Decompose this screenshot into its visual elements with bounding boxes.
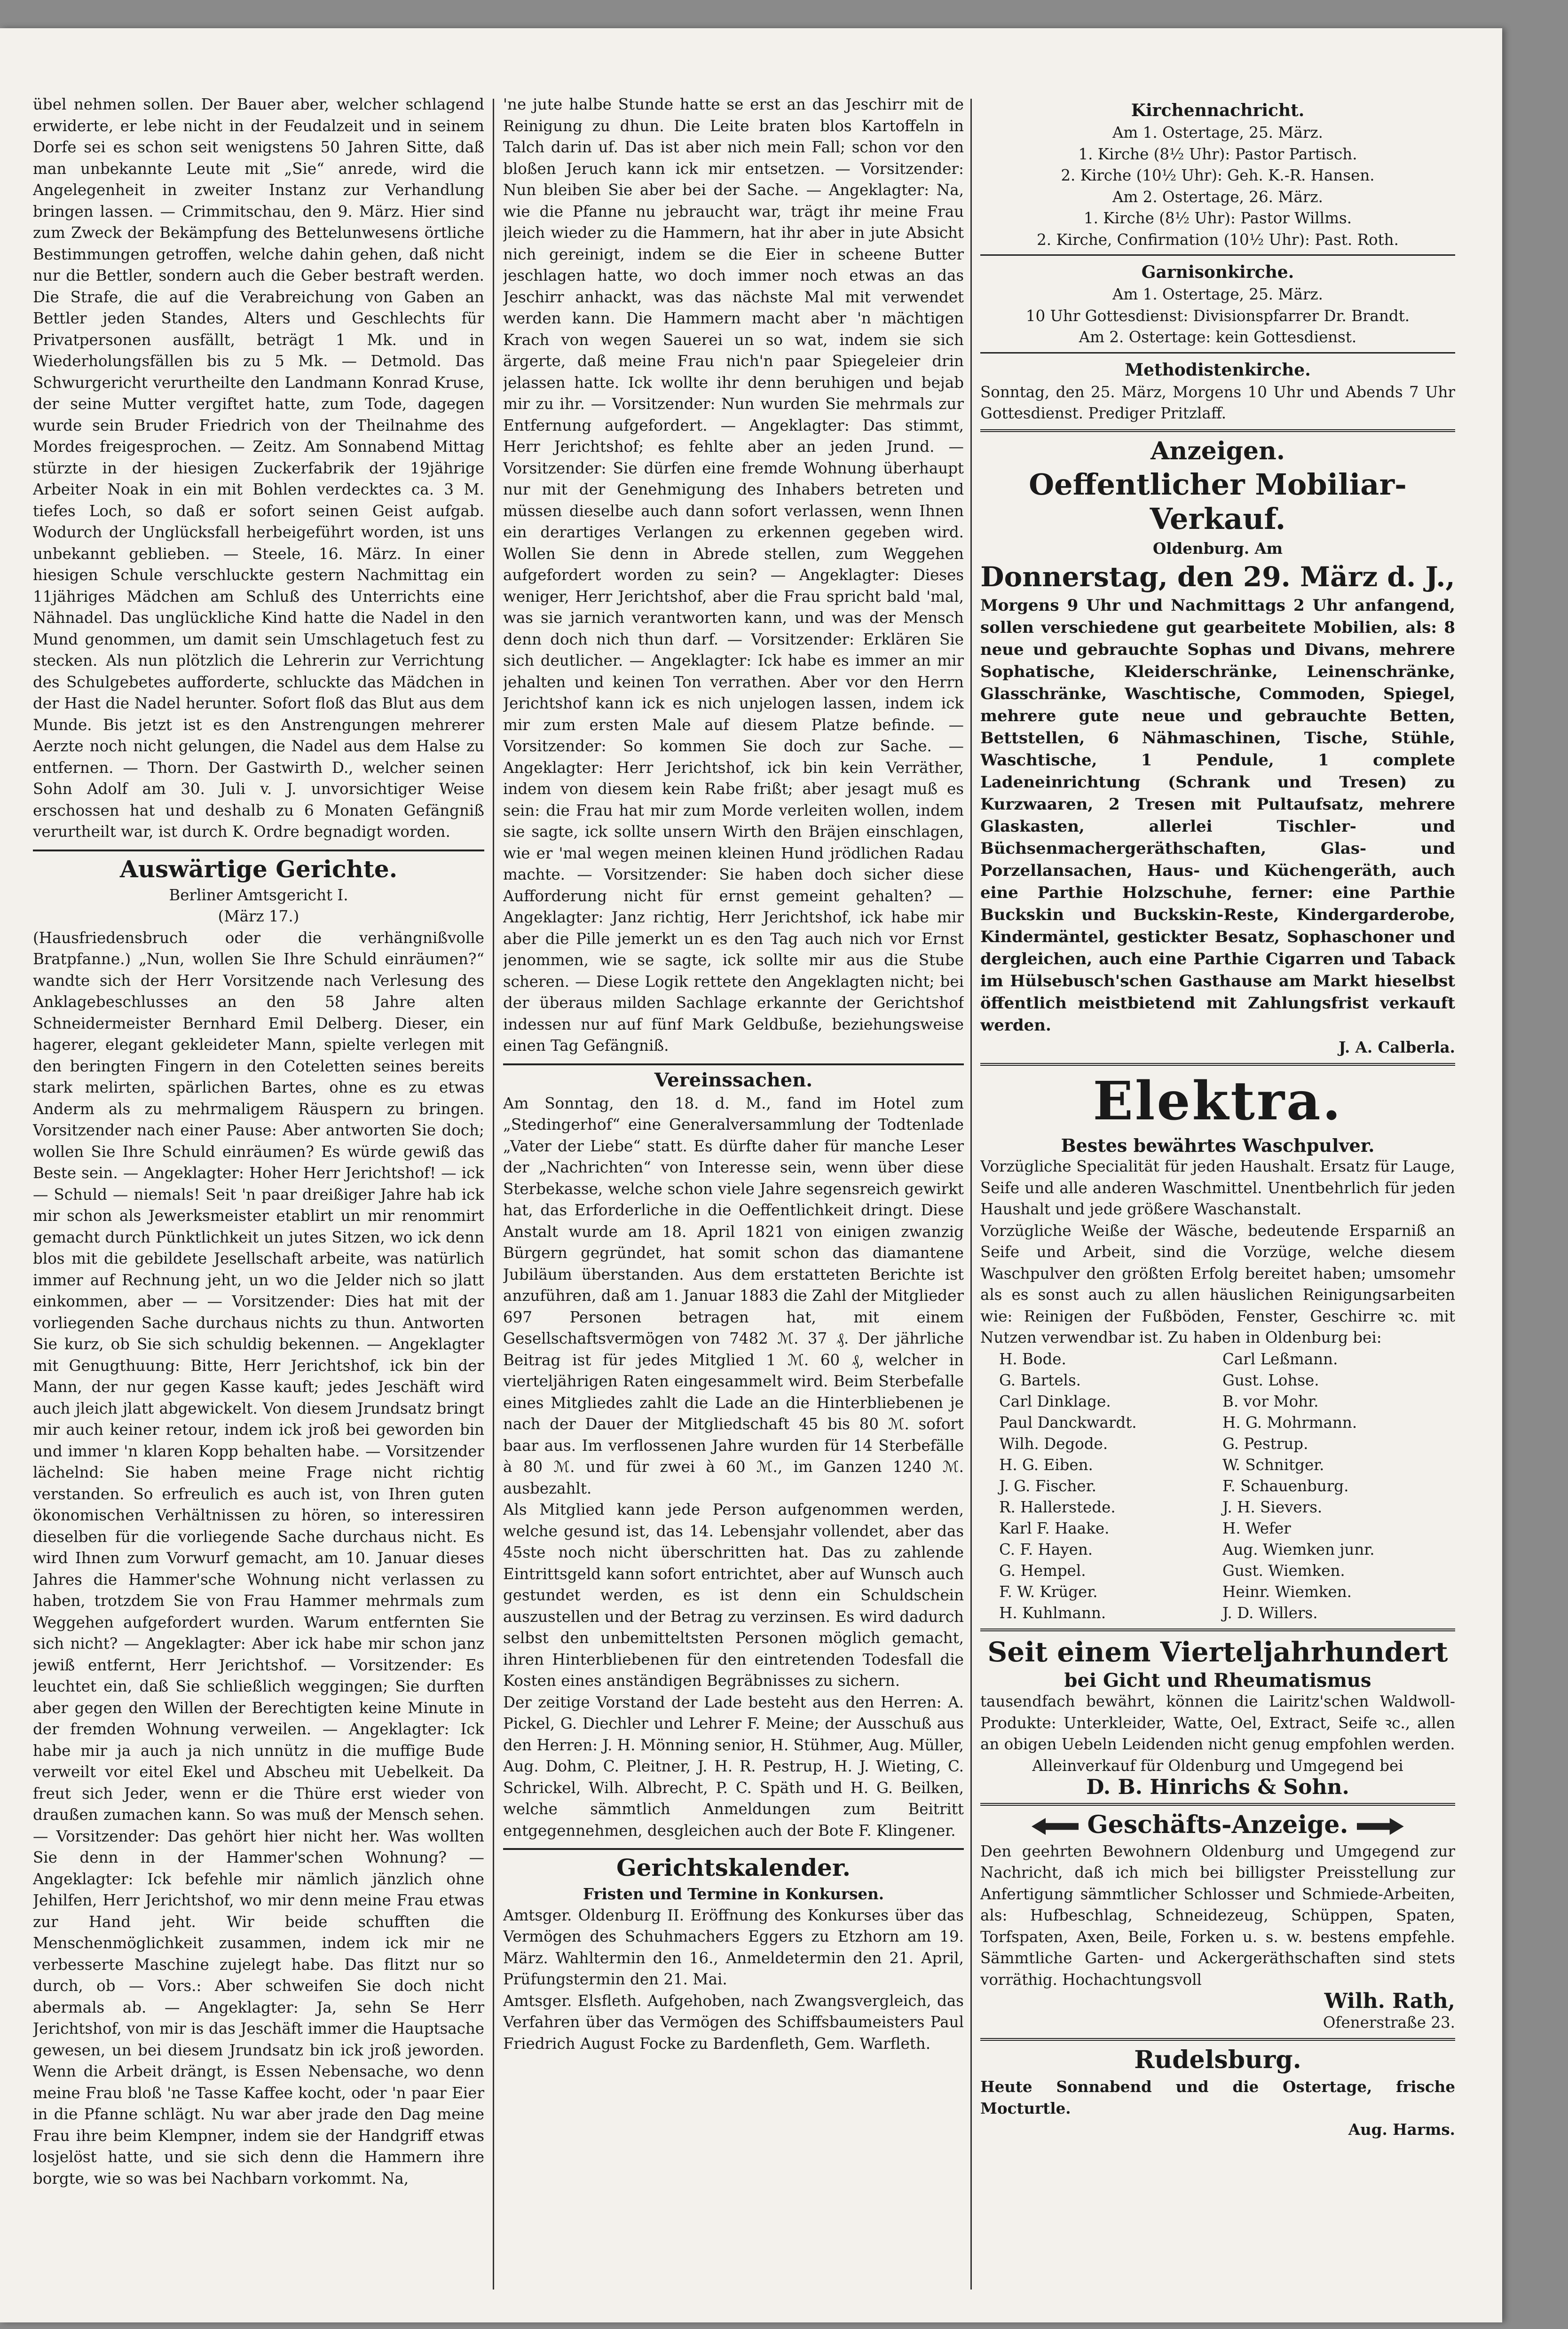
dealer-name: Aug. Wiemken junr.	[1222, 1540, 1375, 1558]
ad-body: Morgens 9 Uhr und Nachmittags 2 Uhr anfangend, sollen verschiedene gut gearbeitete Mobilien, als: 8 neue und gebrauchte Sophas und Divans, mehrere Sophatische, Kleiderschränke, Leinenschränke, Glasschränke, Waschtische, Commoden, Spiegel, mehrere gute neue und gebrauchte Betten, Bettstellen, 6 Nähmaschinen, Tische, Stühle, Waschtische, 1 Pendule, 1 complete Ladeneinrichtung (Schrank und Tresen) zu Kurzwaaren, 2 Tresen mit Pultaufsatz, mehrere Glaskasten, allerlei Tischler- und Büchsenmachergeräthschaften, Glas- und Porzellansachen, Haus- und Küchengeräth, auch eine Parthie Holzschuhe, ferner: eine Parthie Buckskin und Buckskin-Reste, Kindergarderobe, Kindermäntel, gestickter Besatz, Sophaschoner und dergleichen, auch eine Parthie Cigarren und Taback im Hülsebusch'schen Gasthause am Markt hieselbst öffentlich meistbietend mit Zahlungsfrist verkauft werden.	[980, 596, 1455, 1035]
church-heading: Garnisonkirche.	[1141, 262, 1294, 282]
column-2	[503, 94, 964, 2294]
ad-title: Geschäfts-Anzeige.	[1087, 1810, 1348, 1839]
dealer-name: J. D. Willers.	[1222, 1604, 1318, 1622]
court-report-text: (Hausfriedensbruch oder die verhängnißvolle Bratpfanne.) „Nun, wollen Sie Ihre Schuld einräumen?“ wandte sich der Herr Vorsitzende nach Verlesung des Anklagebeschlusses an den 58 Jahre alten Schneidermeister Bernhard Emil Delberg. Dieser, ein hagerer, elegant gekleideter Mann, spielte verlegen mit den beringten Fingern in den Coteletten seines bereits stark melirten, spärlichen Bartes, ohne es zu etwas Anderm als zu mehrmaligem Räuspern zu bringen. Vorsitzender nach einer Pause: Aber antworten Sie doch; wollen Sie Ihre Schuld einräumen? Es würde gewiß das Beste sein. — Angeklagter: Hoher Herr Jerichtshof! — ick — Schuld — niemals! Seit 'n paar dreißiger Jahre hab ick mir schon als Jewerksmeister etablirt un mir renommirt gemacht durch Pünktlichkeit un jutes Sitzen, wo ick denn blos mit die gebildete Jesellschaft arbeite, was natürlich immer auf Rechnung jeht, un wo die Jelder nich so jlatt einkommen, aber — — Vorsitzender: Dies hat mit der vorliegenden Sache durchaus nichts zu thun. Antworten Sie kurz, ob Sie sich schuldig bekennen. — Angeklagter mit Genugthuung: Bitte, Herr Jerichtshof, ick bin der Mann, der nur gegen Kasse kauft; jedes Jeschäft wird auch jleich jlatt abgewickelt. Von diesem Jrundsatz bringt mir auch keiner retour, indem ick jroß bei geworden bin und immer 'n klaren Kopp behalten habe. — Vorsitzender lächelnd: Sie haben meine Frage nicht richtig verstanden. So erfreulich es auch ist, von Ihren guten ökonomischen Verhältnissen zu hören, so interessiren dieselben für die vorliegende Sache durchaus nicht. Es wird Ihnen zum Vorwurf gemacht, am 10. Januar dieses Jahres die Hammer'sche Wohnung nicht verlassen zu haben, trotzdem Sie von Frau Hammer mehrmals zum Weggehen aufgefordert wurden. Warum entfernten Sie sich nicht? — Angeklagter: Aber ick habe mir schon janz jewiß entfernt, Herr Jerichtshof. — Vorsitzender: Es leuchtet ein, daß Sie schließlich weggingen; Sie durften aber gegen den Willen der Berechtigten keine Minute in der fremden Wohnung verweilen. — Angeklagter: Ick habe mir ja auch ja nich unnütz in die muffige Bude verweilt vor eitel Ekel und Abscheu mit Uebelkeit. Da freut sich Jeder, wenn er die Thüre erst wieder von draußen zumachen kann. So was muß der Mensch sehen. — Vorsitzender: Das gehört hier nicht her. Was wollten Sie denn in der Hammer'schen Wohnung? — Angeklagter: Ick befehle mir nämlich jänzlich ohne Jehilfen, Herr Jerichtshof, wo mir denn meine Frau etwas zur Hand jeht. Wir beide schufften die Menschenmöglichkeit zusammen, indem ick mir ne verbesserte Maschine zujelegt habe. Das flitzt nur so durch, ob — Vors.: Aber schweifen Sie doch nicht abermals ab. — Angeklagter: Ja, sehn Se Herr Jerichtshof, von mir is das Jeschäft immer die Hauptsache gewesen, un bei diesem Jrundsatz bin ick jroß jeworden. Wenn die Arbeit drängt, is Essen Nebensache, wo denn meine Frau bloß 'ne Tasse Kaffee kocht, oder 'n paar Eier in die Pfanne schlägt. Nu war aber jrade den Dag meine Frau ihre beim Klempner, indem sie der Handgriff etwas losjelöst hatte, und sie sich denn die Hammern ihre borgte, wie so was bei Nachbarn vorkommt. Na,	[33, 928, 484, 2187]
church-line: Sonntag, den 25. März, Morgens 10 Uhr und Abends 7 Uhr Gottesdienst. Prediger Pritzlaff.	[980, 383, 1455, 422]
ad-title-elektra: Elektra.	[1093, 1070, 1343, 1132]
news-article-text: übel nehmen sollen. Der Bauer aber, welcher schlagend erwiderte, er lebe nicht in der Feudalzeit und in seinem Dorfe sei es schon seit wenigstens 50 Jahren Sitte, daß man unbekannte Leute mit „Sie“ anrede, wird die Angelegenheit in zweiter Instanz zur Verhandlung bringen lassen. — Crimmitschau, den 9. März. Hier sind zum Zweck der Bekämpfung des Bettelunwesens örtliche Bestimmungen getroffen, welche dahin gehen, daß nicht nur die Bettler, sondern auch die Geber bestraft werden. Die Strafe, die auf die Verabreichung von Gaben an Bettler jeden Standes, Alters und Geschlechts für Privatpersonen ausfällt, beträgt 1 Mk. und in Wiederholungsfällen bis zu 5 Mk. — Detmold. Das Schwurgericht verurtheilte den Landmann Konrad Kruse, der seine Mutter vergiftet hatte, zum Tode, dagegen wurde sein Bruder Friedrich von der Theilnahme des Mordes freigesprochen. — Zeitz. Am Sonnabend Mittag stürzte in der hiesigen Zuckerfabrik der 19jährige Arbeiter Noak in ein mit Bohlen verdecktes ca. 3 M. tiefes Loch, so daß er sofort seinen Geist aufgab. Wodurch der Unglücksfall herbeigeführt worden, ist uns unbekannt geblieben. — Steele, 16. März. In einer hiesigen Schule verschluckte gestern Nachmittag ein 11jähriges Mädchen am Schluß des Unterrichts eine Nähnadel. Das unglückliche Kind hatte die Nadel in den Mund genommen, um damit sein Umschlagetuch fest zu stecken. Als nun plötzlich die Lehrerin zur Verrichtung des Schulgebetes aufforderte, schluckte das Mädchen in der Hast die Nadel herunter. Sofort floß das Blut aus dem Munde. Bis jetzt ist es den Anstrengungen mehrerer Aerzte noch nicht gelungen, die Nadel aus dem Halse zu entfernen. — Thorn. Der Gastwirth D., welcher seinen Sohn Adolf am 30. Juli v. J. unvorsichtiger Weise erschossen hat und deshalb zu 6 Monaten Gefängniß verurtheilt war, ist durch K. Ordre begnadigt worden.	[33, 95, 484, 841]
ad-title: Oeffentlicher Mobiliar-Verkauf.	[1029, 467, 1407, 536]
dealer-name: Gust. Wiemken.	[1222, 1561, 1345, 1580]
church-line: Am 1. Ostertage, 25. März.	[1112, 285, 1323, 303]
church-line: 1. Kirche (8½ Uhr): Pastor Partisch.	[1078, 145, 1357, 163]
ads-heading: Anzeigen.	[1150, 436, 1285, 465]
dealer-list	[980, 1349, 1455, 1624]
column-1	[33, 94, 484, 2294]
ad-signature: Aug. Harms.	[1348, 2120, 1455, 2139]
church-line: 2. Kirche (10½ Uhr): Geh. K.-R. Hansen.	[1061, 166, 1375, 184]
ad-subtitle: bei Gicht und Rheumatismus	[1064, 1669, 1371, 1692]
dealer-name: G. Pestrup.	[1222, 1434, 1308, 1453]
dealer-name: Gust. Lohse.	[1222, 1371, 1319, 1389]
ad-date: Donnerstag, den 29. März d. J.,	[980, 561, 1455, 593]
association-text: Als Mitglied kann jede Person aufgenommen werden, welche gesund ist, das 14. Lebensjahr vollendet, aber das 45ste noch nicht überschritten hat. Das zu zahlende Eintrittsgeld kann sofort entrichtet, aber auf Wunsch auch gestundet werden, es ist denn ein Schuldschein auszustellen und der Betrag zu verzinsen. Es wird dadurch selbst den unbemitteltsten Personen möglich gemacht, ihren Hinterbliebenen für den eintretenden Todesfall die Kosten eines anständigen Begräbnisses zu sichern.	[503, 1501, 964, 1690]
ad-title: Seit einem Vierteljahrhundert	[987, 1636, 1448, 1668]
church-line: Am 1. Ostertage, 25. März.	[1112, 124, 1323, 142]
church-line: Am 2. Ostertage: kein Gottesdienst.	[1079, 328, 1357, 346]
pointing-hand-icon	[1032, 1818, 1079, 1835]
ad-place: Oldenburg. Am	[1152, 539, 1283, 558]
dealer-name: Carl Dinklage.	[999, 1392, 1111, 1410]
section-subheading: Berliner Amtsgericht I.	[169, 886, 348, 904]
church-line: 10 Uhr Gottesdienst: Divisionspfarrer Dr. Brandt.	[1025, 307, 1410, 325]
church-line: 2. Kirche, Confirmation (10½ Uhr): Past. Roth.	[1037, 230, 1399, 249]
dealer-name: H. Kuhlmann.	[999, 1604, 1106, 1622]
church-line: Am 2. Ostertage, 26. März.	[1112, 188, 1323, 206]
dealer-name: F. W. Krüger.	[999, 1582, 1098, 1601]
dealer-name: R. Hallerstede.	[999, 1498, 1116, 1516]
church-line: 1. Kirche (8½ Uhr): Pastor Willms.	[1083, 209, 1352, 227]
ad-title: Rudelsburg.	[1134, 2046, 1301, 2074]
dealer-name: Heinr. Wiemken.	[1222, 1582, 1352, 1601]
section-heading: Vereinssachen.	[503, 1063, 964, 1091]
column-divider	[493, 99, 494, 2290]
church-heading: Kirchennachricht.	[1131, 101, 1305, 120]
section-heading: Gerichtskalender.	[503, 1848, 964, 1881]
column-divider	[970, 99, 972, 2290]
ad-subtitle: Bestes bewährtes Waschpulver.	[1061, 1134, 1375, 1156]
dealer-name: H. G. Mohrmann.	[1222, 1413, 1357, 1432]
dealer-name: Paul Danckwardt.	[999, 1413, 1137, 1432]
ad-body: Alleinverkauf für Oldenburg und Umgegend bei	[1032, 1756, 1403, 1775]
ad-body: Vorzügliche Specialität für jeden Haushalt. Ersatz für Lauge, Seife und alle anderen Waschmittel. Unentbehrlich für jeden Haushalt und jede größere Waschanstalt.	[980, 1157, 1455, 1218]
section-date: (März 17.)	[218, 907, 299, 925]
ad-body: Heute Sonnabend und die Ostertage, frische Mocturtle.	[980, 2077, 1455, 2117]
ad-body: Den geehrten Bewohnern Oldenburg und Umgegend zur Nachricht, daß ich mich bei billigster Preisstellung zur Anfertigung sämmtlicher Schlosser und Schmiede-Arbeiten, als: Hufbeschlag, Schneidezeug, Schüppen, Spaten, Torfspaten, Axen, Beile, Forken u. s. w. bestens empfehle. Sämmtliche Garten- und Ackergeräthschaften sind stets vorräthig. Hochachtungsvoll	[980, 1842, 1455, 1989]
ad-address: Ofenerstraße 23.	[1323, 2013, 1455, 2031]
church-heading: Methodistenkirche.	[1125, 360, 1311, 380]
dealer-name: C. F. Hayen.	[999, 1540, 1093, 1558]
dealer-name: Carl Leßmann.	[1222, 1350, 1338, 1368]
ad-body: Vorzügliche Weiße der Wäsche, bedeutende Ersparniß an Seife und Arbeit, sind die Vorzüge, welche diesem Waschpulver den größten Erfolg bereitet haben; umsomehr als es sonst auch zu allen häuslichen Reinigungsarbeiten wie: Reinigen der Fußböden, Fenster, Geschirre ꝛc. mit Nutzen verwendbar ist. Zu haben in Oldenburg bei:	[980, 1221, 1455, 1346]
association-text: Am Sonntag, den 18. d. M., fand im Hotel zum „Stedingerhof“ eine Generalversammlung der Todtenlade „Vater der Liebe“ statt. Es dürfte daher für manche Leser der „Nachrichten“ von Interesse sein, wenn über diese Sterbekasse, welche schon viele Jahre segensreich gewirkt hat, das Erforderliche in die Oeffentlichkeit dringt. Diese Anstalt wurde am 18. April 1821 von einigen zwanzig Bürgern gegründet, hat somit schon das diamantene Jubiläum überstanden. Aus dem erstatteten Berichte ist anzuführen, daß am 1. Januar 1883 die Zahl der Mitglieder 697 Personen betragen hat, mit einem Gesellschaftsvermögen von 7482 ℳ. 37 ₰. Der jährliche Beitrag ist für jedes Mitglied 1 ℳ. 60 ₰, welcher in vierteljährigen Raten eingesammelt wird. Beim Sterbefalle eines Mitgliedes zahlt die Lade an die Hinterbliebenen je nach der Dauer der Mitgliedschaft 45 bis 80 ℳ. sofort baar aus. Im verflossenen Jahre wurden für 14 Sterbefälle à 80 ℳ. und für zwei à 60 ℳ., im Ganzen 1240 ℳ. ausbezahlt.	[503, 1094, 964, 1497]
section-subheading: Fristen und Termine in Konkursen.	[583, 1885, 884, 1903]
dealer-name: J. H. Sievers.	[1222, 1498, 1323, 1516]
column-3	[980, 94, 1455, 2294]
ad-signature: Wilh. Rath,	[1324, 1989, 1455, 2013]
dealer-name: B. vor Mohr.	[1222, 1392, 1319, 1410]
dealer-name: Wilh. Degode.	[999, 1434, 1108, 1453]
court-calendar-entry: Amtsger. Elsfleth. Aufgehoben, nach Zwangsvergleich, das Verfahren über das Vermögen des Schiffsbaumeisters Paul Friedrich August Focke zu Bardenfleth, Gem. Warfleth.	[503, 1991, 964, 2053]
dealer-name: J. G. Fischer.	[999, 1477, 1096, 1495]
dealer-name: H. G. Eiben.	[999, 1456, 1093, 1474]
association-text: Der zeitige Vorstand der Lade besteht aus den Herren: A. Pickel, G. Diechler und Lehrer F. Meine; der Ausschuß aus den Herren: J. H. Mönning senior, H. Stühmer, Aug. Müller, Aug. Dohm, C. Pleitner, J. H. R. Pestrup, H. J. Wieting, C. Schrickel, Wilh. Albrecht, P. C. Späth und H. G. Beilken, welche sämmtlich Anmeldungen zum Beitritt entgegennehmen, desgleichen auch der Bote F. Klingener.	[503, 1693, 964, 1840]
court-calendar-entry: Amtsger. Oldenburg II. Eröffnung des Konkurses über das Vermögen des Schuhmachers Eggers zu Etzhorn am 19. März. Wahltermin den 16., Anmeldetermin den 21. April, Prüfungstermin den 21. Mai.	[503, 1906, 964, 1988]
dealer-name: F. Schauenburg.	[1222, 1477, 1349, 1495]
court-report-continued: 'ne jute halbe Stunde hatte se erst an das Jeschirr mit de Reinigung zu dhun. Die Leite braten blos Kartoffeln in Talch darin uf. Das ist aber nich mein Fall; schon vor den bloßen Jeruch kann ick mir entsetzen. — Vorsitzender: Nun bleiben Sie aber bei der Sache. — Angeklagter: Na, wie die Pfanne nu jebraucht war, trägt ihr meine Frau jleich wieder zu die Hammern, hat ihr aber in jute Absicht nich gereinigt, indem se die Eier in scheene Butter jeschlagen hatte, wo doch immer noch etwas an das Jeschirr anhackt, was das nächste Mal mit verwendet werden kann. Die Hammern macht aber 'n mächtigen Krach von wegen Sauerei un so wat, indem sie sich ärgerte, daß meine Frau nich'n paar Spiegeleier drin jelassen hatte. Ick wollte ihr denn beruhigen und bejab mir zu ihr. — Vorsitzender: Nun wurden Sie mehrmals zur Entfernung aufgefordert. — Angeklagter: Das stimmt, Herr Jerichtshof; es fehlte aber an jeden Jrund. — Vorsitzender: Sie dürfen eine fremde Wohnung überhaupt nur mit der Genehmigung des Inhabers betreten und müssen dieselbe auch dann sofort verlassen, wenn Ihnen ein derartiges Verlangen zu erkennen gegeben wird. Wollen Sie denn in Abrede stellen, zum Weggehen aufgefordert worden zu sein? — Angeklagter: Dieses weniger, Herr Jerichtshof, aber die Frau spricht bald 'mal, was sie jarnich verantworten kann, und was der Mensch denn doch nich thun darf. — Vorsitzender: Erklären Sie sich deutlicher. — Angeklagter: Ick habe es immer an mir jehalten und keinen Ton verrathen. Aber vor den Herrn Jerichtshof kann ick es nich unjelogen lassen, indem ick mir zum ersten Male auf diesem Platze befinde. — Vorsitzender: So kommen Sie doch zur Sache. — Angeklagter: Herr Jerichtshof, ick bin kein Verräther, indem von diesem kein Rabe frißt; aber jesagt muß es sein: die Frau hat mir zum Morde verleiten wollen, indem sie sagte, ick sollte unsern Wirth den Bräjen einschlagen, wie er 'mal wegen meinen kleinen Hund jrödlichen Radau machte. — Vorsitzender: Sie haben doch sicher diese Aufforderung nicht für ernst gemeint gehalten? — Angeklagter: Janz richtig, Herr Jerichtshof, ick habe mir aber die Pille jemerkt un es den Tag auch nich vor Ernst jenommen, wie se sagte, ick sollte mir aus die Stube scheren. — Diese Logik rettete den Angeklagten nicht; bei der überaus milden Sachlage erkannte der Gerichtshof indessen nur auf fünf Mark Geldbuße, beziehungsweise einen Tag Gefängniß.	[503, 95, 964, 1054]
ad-signature: J. A. Calberla.	[1339, 1038, 1455, 1056]
section-heading: Auswärtige Gerichte.	[33, 850, 484, 883]
dealer-name: W. Schnitger.	[1222, 1456, 1324, 1474]
dealer-name: H. Wefer	[1222, 1519, 1291, 1537]
pointing-hand-icon	[1357, 1818, 1404, 1835]
dealer-name: G. Hempel.	[999, 1561, 1086, 1580]
newspaper-page	[0, 28, 1502, 2322]
ad-title-row	[980, 1810, 1455, 1839]
dealer-name: H. Bode.	[999, 1350, 1066, 1368]
dealer-name: G. Bartels.	[999, 1371, 1081, 1389]
ad-signature: D. B. Hinrichs & Sohn.	[1086, 1775, 1349, 1799]
dealer-name: Karl F. Haake.	[999, 1519, 1110, 1537]
ad-body: tausendfach bewährt, können die Lairitz'schen Waldwoll-Produkte: Unterkleider, Watte, Oel, Extract, Seife ꝛc., allen an obigen Uebeln Leidenden nicht genug empfohlen werden.	[980, 1692, 1455, 1753]
